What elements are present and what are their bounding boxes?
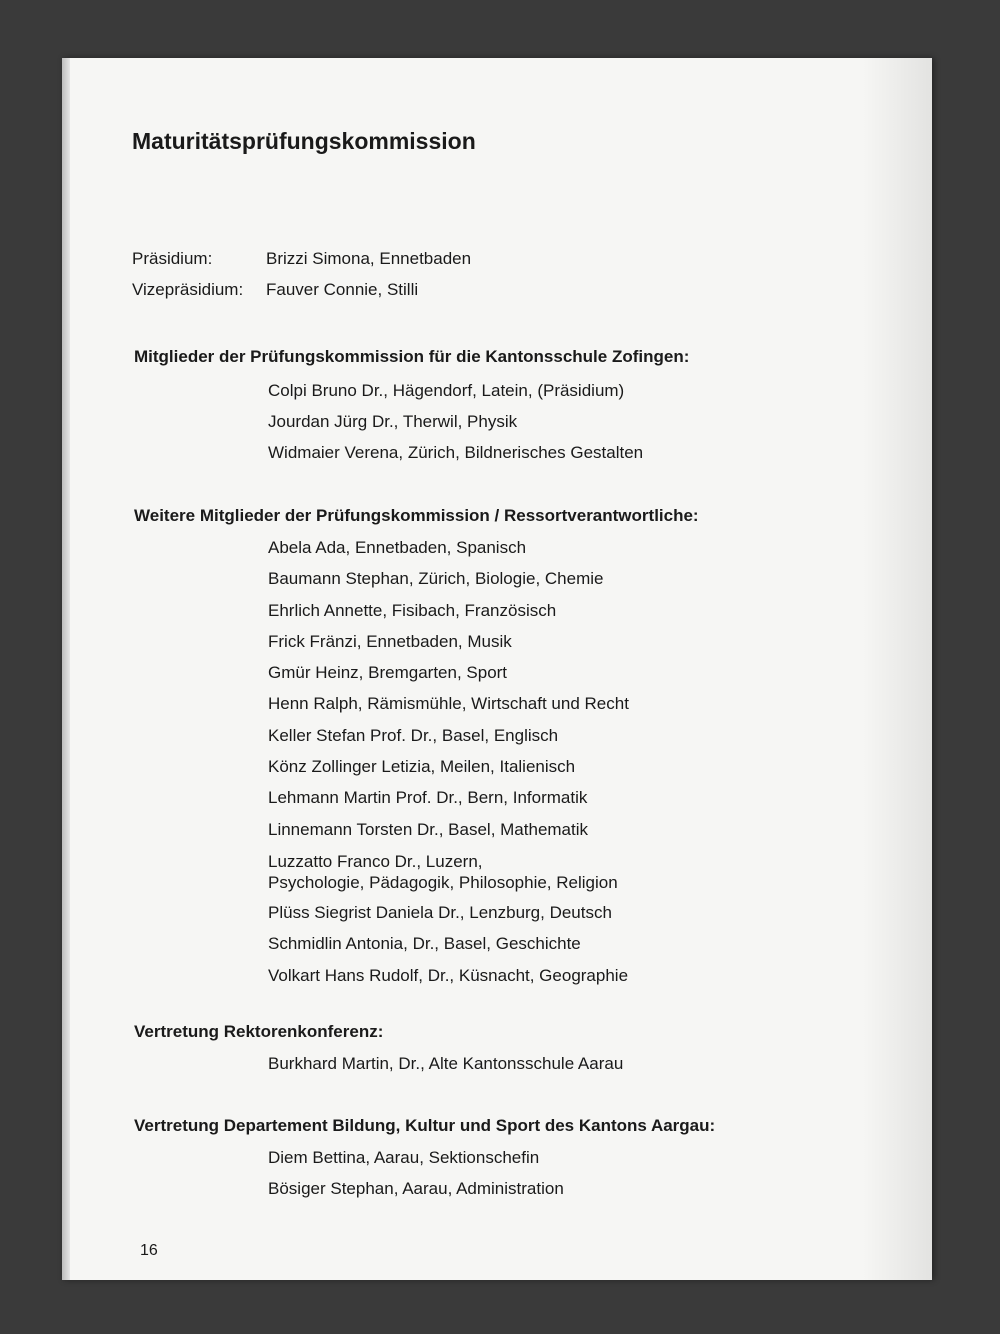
list-item: Jourdan Jürg Dr., Therwil, Physik (268, 412, 518, 431)
list-item: Abela Ada, Ennetbaden, Spanisch (268, 538, 527, 557)
list-item: Linnemann Torsten Dr., Basel, Mathematik (268, 819, 589, 839)
praesidium-row (132, 249, 471, 269)
list-item: Diem Bettina, Aarau, Sektionschefin (268, 1148, 540, 1167)
page-stack-edge (62, 58, 70, 1280)
page-content (62, 58, 932, 1280)
list-item: Volkart Hans Rudolf, Dr., Küsnacht, Geographie (268, 965, 629, 985)
mitglieder-heading: Mitglieder der Prüfungskommission für die Kantonsschule Zofingen: (134, 347, 690, 366)
rektorenkonferenz-heading: Vertretung Rektorenkonferenz: (134, 1022, 384, 1041)
departement-list (268, 1148, 564, 1210)
list-item: Burkhard Martin, Dr., Alte Kantonsschule Aarau (268, 1054, 624, 1073)
praesidium-value: Brizzi Simona, Ennetbaden (266, 249, 472, 268)
list-item: Gmür Heinz, Bremgarten, Sport (268, 663, 508, 683)
list-item: Bösiger Stephan, Aarau, Administration (268, 1179, 564, 1198)
vizepraesidium-label: Vizepräsidium: (132, 280, 244, 299)
document-page (62, 58, 932, 1280)
list-item: Könz Zollinger Letizia, Meilen, Italienisch (268, 757, 576, 777)
page-title: Maturitätsprüfungskommission (132, 128, 476, 154)
list-item-two-line (268, 851, 629, 903)
list-item: Henn Ralph, Rämismühle, Wirtschaft und Recht (268, 694, 629, 714)
weitere-heading: Weitere Mitglieder der Prüfungskommission / Ressortverantwortliche: (134, 506, 699, 525)
list-item: Lehmann Martin Prof. Dr., Bern, Informatik (268, 788, 588, 808)
list-item: Frick Fränzi, Ennetbaden, Musik (268, 631, 512, 651)
list-item: Schmidlin Antonia, Dr., Basel, Geschichte (268, 934, 581, 954)
weitere-list (268, 538, 629, 997)
list-item: Keller Stefan Prof. Dr., Basel, Englisch (268, 725, 559, 745)
list-item: Baumann Stephan, Zürich, Biologie, Chemie (268, 569, 604, 589)
vizepraesidium-row (132, 280, 418, 300)
list-item: Ehrlich Annette, Fisibach, Französisch (268, 600, 557, 620)
list-item: Plüss Siegrist Daniela Dr., Lenzburg, Deutsch (268, 902, 612, 922)
vizepraesidium-value: Fauver Connie, Stilli (266, 280, 419, 299)
list-item-line: Luzzatto Franco Dr., Luzern, (268, 851, 483, 871)
list-item: Colpi Bruno Dr., Hägendorf, Latein, (Präsidium) (268, 381, 625, 400)
praesidium-label: Präsidium: (132, 249, 213, 268)
mitglieder-list (268, 381, 643, 474)
list-item: Widmaier Verena, Zürich, Bildnerisches Gestalten (268, 443, 644, 462)
departement-heading: Vertretung Departement Bildung, Kultur und Sport des Kantons Aargau: (134, 1116, 716, 1135)
page-number: 16 (140, 1242, 158, 1259)
list-item-line: Psychologie, Pädagogik, Philosophie, Religion (268, 872, 618, 892)
rektorenkonferenz-list (268, 1054, 623, 1085)
